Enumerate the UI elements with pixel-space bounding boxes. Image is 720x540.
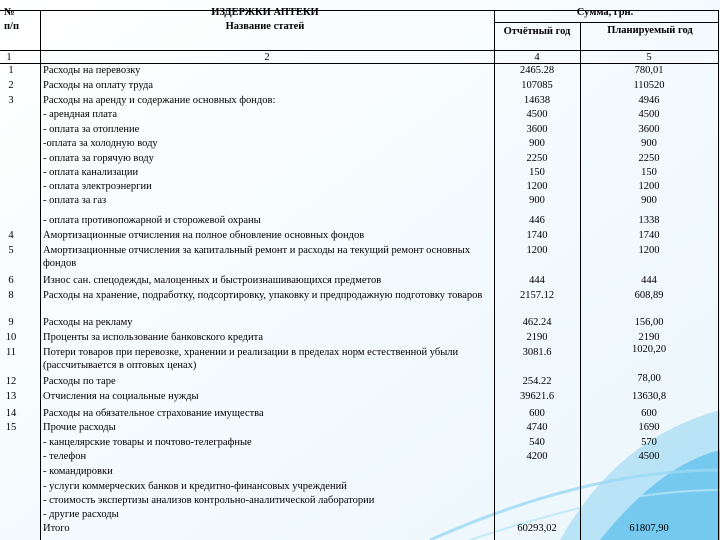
row-report-value: 60293,02 — [517, 523, 557, 534]
row-plan-value: 1200 — [638, 245, 660, 256]
row-report-value: 2157.12 — [519, 290, 555, 301]
row-report-value: 446 — [529, 215, 545, 226]
row-plan-value: 1200 — [638, 181, 660, 192]
row-report-value: 1200 — [526, 245, 548, 256]
row-name: Износ сан. спецодежды, малоценных и быстроизнашивающихся предметов — [43, 275, 382, 286]
row-plan-value: 1020,20 — [631, 344, 667, 355]
row-report-value: 4500 — [526, 109, 548, 120]
row-plan-value: 4500 — [638, 451, 660, 462]
row-report-value: 540 — [529, 437, 545, 448]
row-report-value: 2465.28 — [519, 65, 555, 76]
index-4: 4 — [534, 52, 540, 63]
row-name: - канцелярские товары и почтово-телеграфные — [43, 437, 252, 448]
row-report-value: 1200 — [526, 181, 548, 192]
row-name: Расходы на рекламу — [43, 317, 133, 328]
index-5: 5 — [646, 52, 652, 63]
row-number: 3 — [8, 95, 14, 106]
row-number: 11 — [5, 347, 17, 358]
row-plan-value: 1740 — [638, 230, 660, 241]
row-report-value: 107085 — [521, 80, 553, 91]
row-name: - телефон — [43, 451, 87, 462]
row-number: 8 — [8, 290, 14, 301]
row-name: Отчисления на социальные нужды — [43, 391, 199, 402]
table-title: ИЗДЕРЖКИ АПТЕКИ — [211, 7, 319, 18]
row-number: 2 — [8, 80, 14, 91]
row-name: Расходы на обязательное страхование имущества — [43, 408, 264, 419]
row-report-value: 4740 — [526, 422, 548, 433]
row-report-value: 3081.6 — [522, 347, 552, 358]
row-divider-sum — [494, 22, 719, 23]
row-report-value: 14638 — [523, 95, 551, 106]
row-report-value: 444 — [529, 275, 545, 286]
col-divider-1 — [40, 10, 41, 540]
row-number: 1 — [8, 65, 14, 76]
row-name: Амортизационные отчисления за капитальный ремонт и расходы на текущий ремонт основных фондов — [43, 245, 471, 269]
row-plan-value: 1690 — [638, 422, 660, 433]
row-name: - другие расходы — [43, 509, 119, 520]
row-name: Расходы на оплату труда — [43, 80, 153, 91]
row-name: - оплата электроэнергии — [43, 181, 152, 192]
num-sub-label: п/п — [4, 21, 20, 32]
row-name: - оплата за отопление — [43, 124, 140, 135]
col-divider-4 — [718, 10, 719, 540]
row-name: Амортизационные отчисления на полное обновление основных фондов — [43, 230, 365, 241]
row-plan-value: 61807,90 — [629, 523, 669, 534]
row-name: - оплата за газ — [43, 195, 107, 206]
index-1: 1 — [6, 52, 12, 63]
row-name: Прочие расходы — [43, 422, 116, 433]
row-plan-value: 900 — [641, 138, 657, 149]
row-report-value: 2190 — [526, 332, 548, 343]
row-report-value: 3600 — [526, 124, 548, 135]
table-subtitle: Название статей — [225, 21, 305, 32]
row-number: 4 — [8, 230, 14, 241]
row-plan-value: 2250 — [638, 153, 660, 164]
row-name: - оплата противопожарной и сторожевой охраны — [43, 215, 261, 226]
row-plan-value: 2190 — [638, 332, 660, 343]
row-number: 14 — [5, 408, 17, 419]
row-plan-value: 444 — [641, 275, 657, 286]
col-report-label: Отчётный год — [503, 26, 571, 37]
num-label: № — [4, 7, 15, 18]
row-name: Итого — [43, 523, 70, 534]
row-report-value: 254.22 — [522, 376, 552, 387]
row-name: - арендная плата — [43, 109, 118, 120]
row-name: - оплата за горячую воду — [43, 153, 154, 164]
row-name: -оплата за холодную воду — [43, 138, 158, 149]
row-name: - командировки — [43, 466, 113, 477]
row-number: 9 — [8, 317, 14, 328]
row-report-value: 39621.6 — [519, 391, 555, 402]
row-plan-value: 13630,8 — [631, 391, 667, 402]
row-name: - услуги коммерческих банков и кредитно-финансовых учреждений — [43, 481, 347, 492]
index-2: 2 — [264, 52, 270, 63]
row-report-value: 900 — [529, 195, 545, 206]
row-plan-value: 78,00 — [637, 373, 661, 384]
col-plan-label: Планируемый год — [607, 25, 693, 36]
row-plan-value: 1338 — [638, 215, 660, 226]
row-report-value: 4200 — [526, 451, 548, 462]
row-name: Расходы на хранение, подработку, подсортировку, упаковку и предпродажную подготовку товаров — [43, 290, 483, 301]
row-report-value: 600 — [529, 408, 545, 419]
row-name: Расходы на аренду и содержание основных фондов: — [43, 95, 276, 106]
row-report-value: 900 — [529, 138, 545, 149]
row-plan-value: 4500 — [638, 109, 660, 120]
row-report-value: 2250 — [526, 153, 548, 164]
row-report-value: 150 — [529, 167, 545, 178]
row-plan-value: 608,89 — [634, 290, 664, 301]
row-plan-value: 570 — [641, 437, 657, 448]
row-plan-value: 780,01 — [634, 65, 664, 76]
row-report-value: 1740 — [526, 230, 548, 241]
row-number: 6 — [8, 275, 14, 286]
row-plan-value: 3600 — [638, 124, 660, 135]
row-plan-value: 110520 — [633, 80, 665, 91]
row-plan-value: 900 — [641, 195, 657, 206]
row-name: Потери товаров при перевозке, хранении и реализации в пределах норм естественной убыли (рассчитывается в оптовых ценах) — [43, 347, 459, 371]
row-name: - стоимость экспертизы анализов контрольно-аналитической лаборатории — [43, 495, 375, 506]
row-plan-value: 156,00 — [634, 317, 664, 328]
row-name: - оплата канализации — [43, 167, 139, 178]
row-number: 13 — [5, 391, 17, 402]
row-number: 15 — [5, 422, 17, 433]
row-number: 12 — [5, 376, 17, 387]
row-name: Расходы по таре — [43, 376, 116, 387]
row-number: 5 — [8, 245, 14, 256]
row-plan-value: 600 — [641, 408, 657, 419]
row-plan-value: 4946 — [638, 95, 660, 106]
row-number: 10 — [5, 332, 17, 343]
row-report-value: 462.24 — [522, 317, 552, 328]
row-name: Проценты за использование банковского кредита — [43, 332, 264, 343]
sum-label: Сумма, грн. — [576, 7, 634, 18]
row-name: Расходы на перевозку — [43, 65, 141, 76]
row-plan-value: 150 — [641, 167, 657, 178]
